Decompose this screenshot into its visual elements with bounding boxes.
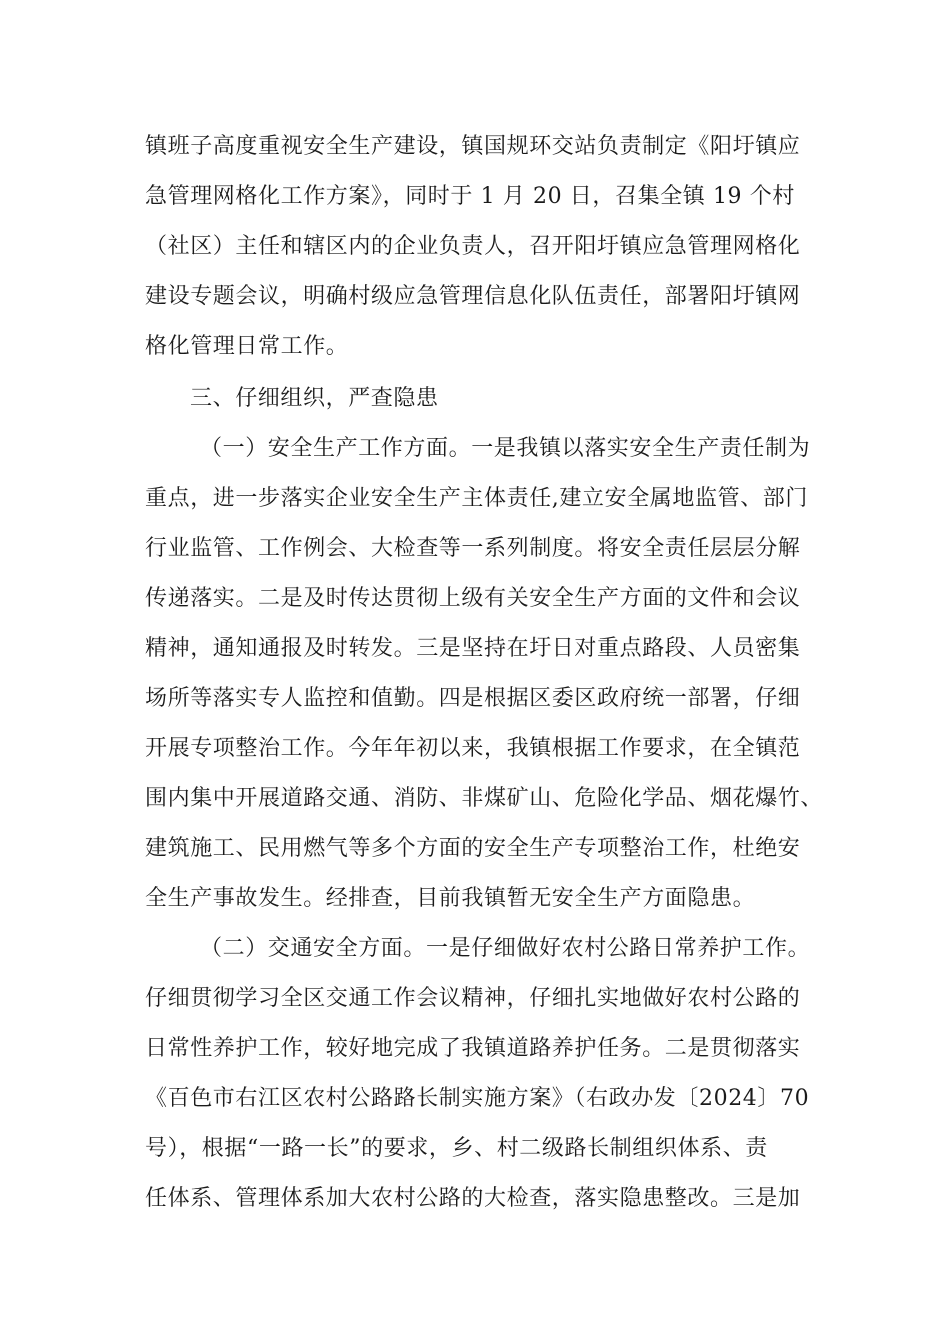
paragraph-line: 全生产事故发生。经排查，目前我镇暂无安全生产方面隐患。 [145, 886, 756, 911]
paragraph-line: 镇班子高度重视安全生产建设，镇国规环交站负责制定《阳圩镇应 [145, 134, 801, 159]
paragraph-line: 建设专题会议，明确村级应急管理信息化队伍责任，部署阳圩镇网 [145, 284, 801, 309]
paragraph-line: 建筑施工、民用燃气等多个方面的安全生产专项整治工作，杜绝安 [145, 836, 801, 861]
paragraph-line: 急管理网格化工作方案》，同时于 1 月 20 日，召集全镇 19 个村 [145, 184, 795, 209]
paragraph-line: （一）安全生产工作方面。一是我镇以落实安全生产责任制为 [200, 436, 811, 461]
paragraph-line: 任体系、管理体系加大农村公路的大检查，落实隐患整改。三是加 [145, 1186, 801, 1211]
paragraph-line: 围内集中开展道路交通、消防、非煤矿山、危险化学品、烟花爆竹、 [145, 786, 824, 811]
paragraph-line: 《百色市右江区农村公路路长制实施方案》（右政办发〔2024〕70 [145, 1086, 810, 1111]
paragraph-line: 行业监管、工作例会、大检查等一系列制度。将安全责任层层分解 [145, 536, 801, 561]
paragraph-line: （社区）主任和辖区内的企业负责人，召开阳圩镇应急管理网格化 [145, 234, 801, 259]
paragraph-line: 号），根据“一路一长”的要求，乡、村二级路长制组织体系、责 [145, 1136, 768, 1161]
section-heading: 三、仔细组织，严查隐患 [190, 386, 439, 411]
paragraph-line: 场所等落实专人监控和值勤。四是根据区委区政府统一部署，仔细 [145, 686, 801, 711]
paragraph-line: 开展专项整治工作。今年年初以来，我镇根据工作要求，在全镇范 [145, 736, 801, 761]
paragraph-line: 仔细贯彻学习全区交通工作会议精神，仔细扎实地做好农村公路的 [145, 986, 801, 1011]
paragraph-line: 传递落实。二是及时传达贯彻上级有关安全生产方面的文件和会议 [145, 586, 801, 611]
paragraph-line: 格化管理日常工作。 [145, 334, 349, 359]
paragraph-line: 重点，进一步落实企业安全生产主体责任,建立安全属地监管、部门 [145, 486, 808, 511]
paragraph-line: （二）交通安全方面。一是仔细做好农村公路日常养护工作。 [200, 936, 811, 961]
paragraph-line: 日常性养护工作，较好地完成了我镇道路养护任务。二是贯彻落实 [145, 1036, 801, 1061]
paragraph-line: 精神，通知通报及时转发。三是坚持在圩日对重点路段、人员密集 [145, 636, 801, 661]
